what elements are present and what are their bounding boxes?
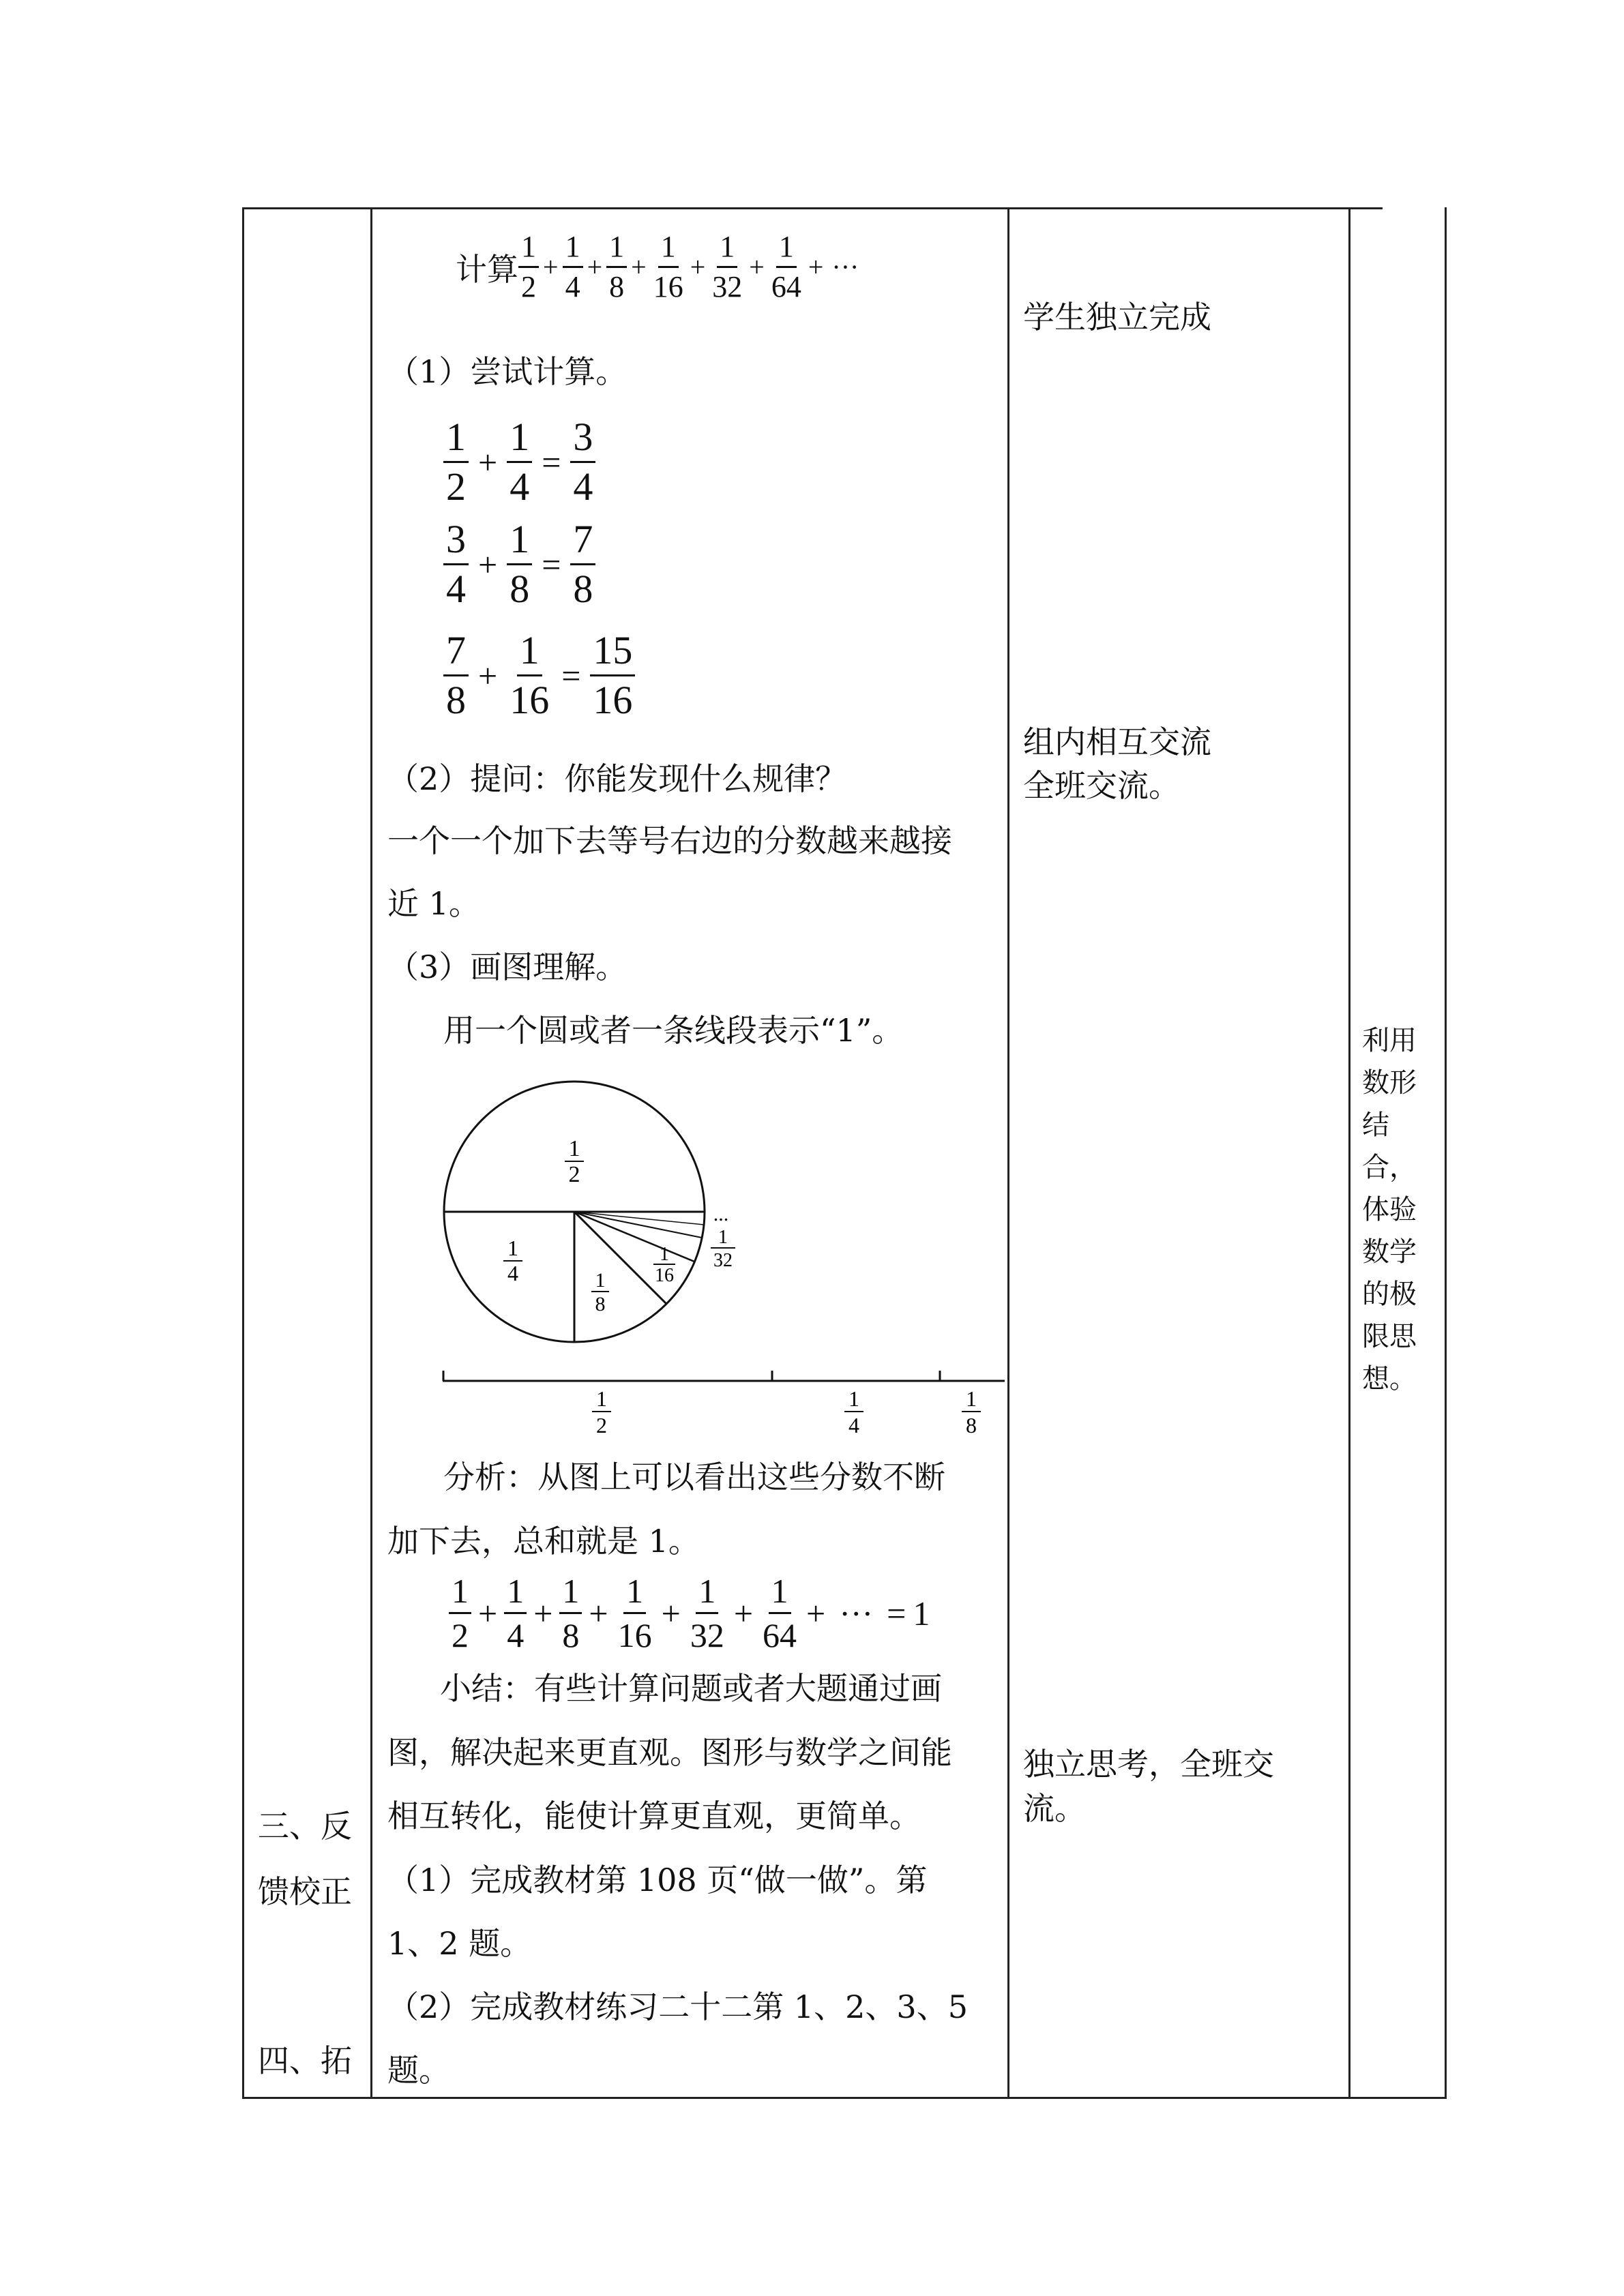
svg-text:8: 8 bbox=[966, 1413, 977, 1437]
series-term: $\frac{1}{4}$ bbox=[563, 232, 583, 302]
series-expression: 计算 $\frac{1}{2}$ + $\frac{1}{4}$ + $\frac{1}{8}$ + $\frac{1}{16}$ + $\frac{1}{32}$ + $\frac{1}{64}$ + ··· bbox=[456, 230, 859, 303]
column-divider-3 bbox=[1348, 207, 1350, 2099]
activity-whole-class: 全班交流。 bbox=[1023, 767, 1180, 804]
svg-text:1: 1 bbox=[966, 1386, 977, 1411]
table-left-border bbox=[242, 207, 244, 2099]
segment-label-eighth bbox=[962, 1386, 981, 1437]
series-term: $\frac{1}{2}$ bbox=[518, 232, 539, 302]
step-question: （2）提问：你能发现什么规律？ bbox=[387, 760, 847, 797]
series-term: $\frac{1}{64}$ bbox=[771, 230, 801, 303]
svg-text:1: 1 bbox=[718, 1227, 728, 1248]
svg-text:2: 2 bbox=[568, 1162, 580, 1187]
svg-text:32: 32 bbox=[713, 1250, 733, 1271]
calc-row-3: $\frac{7}{8}$ + $\frac{1}{16}$ = $\frac{15}{16}$ bbox=[443, 631, 635, 720]
design-intent: 利用数形结合，体验数学的极限思想。 bbox=[1362, 1025, 1417, 1395]
step-draw: （3）画图理解。 bbox=[387, 949, 628, 985]
svg-text:1: 1 bbox=[848, 1386, 859, 1411]
svg-text:1: 1 bbox=[507, 1236, 518, 1260]
activity-think-line-1: 独立思考，全班交 bbox=[1023, 1746, 1274, 1783]
table-top-border bbox=[242, 207, 1383, 209]
activity-group: 组内相互交流 bbox=[1023, 724, 1211, 760]
circle-ellipsis: ... bbox=[713, 1203, 729, 1225]
circle-label-sixteenth bbox=[653, 1244, 675, 1286]
circle-label-quarter bbox=[503, 1236, 522, 1285]
svg-text:1: 1 bbox=[596, 1386, 607, 1411]
svg-text:1: 1 bbox=[660, 1244, 669, 1265]
series-term: $\frac{1}{8}$ bbox=[606, 232, 627, 302]
table-bottom-border bbox=[242, 2097, 1447, 2099]
thirty-second-divider bbox=[574, 1212, 702, 1238]
segment-label-half bbox=[592, 1386, 611, 1437]
exercise-1-line-1: （1）完成教材第 108 页“做一做”。第 bbox=[387, 1862, 928, 1898]
summary-line-1: 小结：有些计算问题或者大题通过画 bbox=[440, 1670, 942, 1707]
exercise-2-line-2: 题。 bbox=[387, 2052, 450, 2089]
series-term: $\frac{1}{16}$ bbox=[653, 230, 683, 303]
table-right-border bbox=[1445, 207, 1447, 2099]
circle-diagram bbox=[430, 1071, 743, 1357]
pattern-line-2: 近 1。 bbox=[387, 885, 480, 922]
eighth-divider bbox=[574, 1212, 666, 1304]
represent-text: 用一个圆或者一条线段表示“1”。 bbox=[443, 1012, 904, 1049]
circle-label-thirty-second bbox=[711, 1227, 735, 1271]
pattern-line-1: 一个一个加下去等号右边的分数越来越接 bbox=[387, 822, 952, 859]
sum-equation: $\frac{1}{2}$ + $\frac{1}{4}$ + $\frac{1}{8}$ + $\frac{1}{16}$ + $\frac{1}{32}$ + $\frac{1}{64}$ + ··· = 1 bbox=[449, 1574, 930, 1652]
activity-independent: 学生独立完成 bbox=[1023, 299, 1211, 336]
segment-label-quarter bbox=[844, 1386, 863, 1437]
svg-text:1: 1 bbox=[568, 1136, 580, 1161]
series-term: $\frac{1}{32}$ bbox=[712, 230, 743, 303]
svg-text:4: 4 bbox=[848, 1413, 859, 1437]
column-divider-1 bbox=[370, 207, 372, 2099]
column-divider-2 bbox=[1007, 207, 1009, 2099]
svg-text:4: 4 bbox=[507, 1261, 518, 1285]
sixty-fourth-divider bbox=[574, 1212, 704, 1225]
svg-text:2: 2 bbox=[596, 1413, 607, 1437]
svg-text:1: 1 bbox=[595, 1269, 606, 1292]
exercise-2-line-1: （2）完成教材练习二十二第 1、2、3、5 bbox=[387, 1988, 968, 2025]
exercise-1-line-2: 1、2 题。 bbox=[387, 1925, 532, 1962]
title-prefix: 计算 bbox=[456, 250, 518, 288]
circle-label-half bbox=[565, 1136, 584, 1187]
summary-line-3: 相互转化，能使计算更直观，更简单。 bbox=[387, 1798, 921, 1834]
calc-row-2: $\frac{3}{4}$ + $\frac{1}{8}$ = $\frac{7}{8}$ bbox=[443, 520, 595, 609]
segment-diagram bbox=[437, 1364, 1006, 1442]
analysis-line-1: 分析：从图上可以看出这些分数不断 bbox=[443, 1459, 945, 1495]
sixteenth-divider bbox=[574, 1212, 694, 1262]
activity-think-line-2: 流。 bbox=[1023, 1790, 1086, 1827]
step-try: （1）尝试计算。 bbox=[387, 353, 628, 390]
summary-line-2: 图，解决起来更直观。图形与数学之间能 bbox=[387, 1734, 952, 1771]
svg-text:8: 8 bbox=[595, 1293, 606, 1315]
analysis-line-2: 加下去，总和就是 1。 bbox=[387, 1523, 700, 1560]
stage-feedback-label: 三、反馈校正 bbox=[258, 1808, 352, 1910]
stage-extend-label: 四、拓 bbox=[258, 2042, 352, 2079]
calc-row-1: $\frac{1}{2}$ + $\frac{1}{4}$ = $\frac{3}{4}$ bbox=[443, 417, 595, 507]
svg-text:16: 16 bbox=[655, 1265, 674, 1286]
circle-label-eighth bbox=[591, 1269, 609, 1315]
